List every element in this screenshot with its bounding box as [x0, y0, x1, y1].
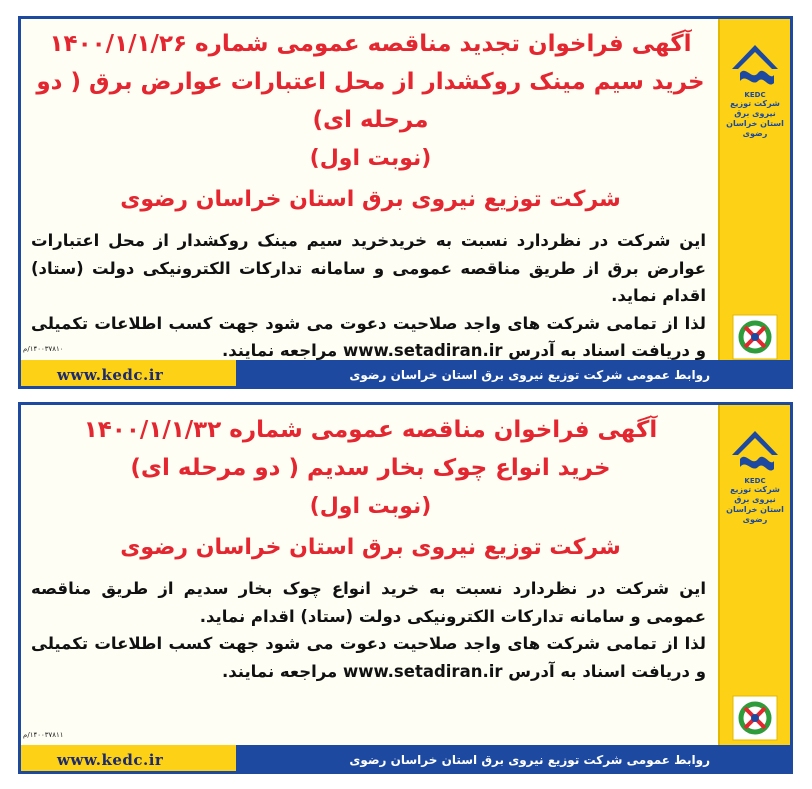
ad-content — [31, 411, 710, 685]
logo-caption: شرکت توزیع نیروی برق استان خراسان رضوی — [726, 485, 784, 524]
logo-caption: شرکت توزیع نیروی برق استان خراسان رضوی — [726, 99, 784, 138]
tender-ad-1 — [18, 16, 793, 389]
reference-number: ۱۴۰۰۳۷۸۱۱/م — [23, 731, 64, 739]
emblem-icon — [732, 695, 778, 741]
ad-subject: خرید انواع چوک بخار سدیم ( دو مرحله ای) — [130, 455, 611, 481]
website-link[interactable]: www.kedc.ir — [57, 751, 164, 769]
footer-credit: روابط عمومی شرکت توزیع نیروی برق استان خراسان رضوی — [349, 753, 710, 767]
logo-abbr: KEDC — [744, 91, 766, 99]
tender-ad-2 — [18, 402, 793, 774]
logo-abbr: KEDC — [744, 477, 766, 485]
ad-subject: خرید سیم مینک روکشدار از محل اعتبارات عوارض برق ( دو مرحله ای) — [36, 69, 705, 133]
ad-title: آگهی فراخوان مناقصه عمومی شماره ۱۴۰۰/۱/۱/۳۲ — [83, 417, 658, 443]
ad-round: (نوبت اول) — [309, 146, 432, 171]
brand-sidebar — [718, 405, 790, 771]
ad-footer — [21, 360, 790, 386]
ad-round: (نوبت اول) — [309, 494, 432, 519]
ad-content — [31, 25, 710, 365]
body-paragraph: لذا از تمامی شرکت های واجد صلاحیت دعوت می شود جهت کسب اطلاعات تکمیلی و دریافت اسناد به آدرس www.setadiran.ir مراجعه نمایند. — [31, 313, 706, 360]
reference-number: ۱۴۰۰۳۷۸۱۰/م — [23, 345, 64, 353]
ad-title: آگهی فراخوان تجدید مناقصه عمومی شماره ۱۴۰۰/۱/۱/۲۶ — [49, 31, 692, 57]
footer-credit: روابط عمومی شرکت توزیع نیروی برق استان خراسان رضوی — [349, 368, 710, 382]
ad-footer — [21, 745, 790, 771]
company-name: شرکت توزیع نیروی برق استان خراسان رضوی — [120, 187, 621, 212]
emblem-icon — [732, 314, 778, 360]
body-paragraph: لذا از تمامی شرکت های واجد صلاحیت دعوت می شود جهت کسب اطلاعات تکمیلی و دریافت اسناد به آدرس www.setadiran.ir مراجعه نمایند. — [31, 634, 706, 681]
body-paragraph: این شرکت در نظردارد نسبت به خریدخرید سیم مینک روکشدار از محل اعتبارات عوارض برق از طریق مناقصه عمومی و سامانه تدارکات الکترونیکی دولت (ستاد) اقدام نماید. — [31, 231, 706, 305]
ad-body — [31, 227, 710, 365]
ad-body — [31, 575, 710, 685]
website-link[interactable]: www.kedc.ir — [57, 366, 164, 384]
brand-sidebar — [718, 19, 790, 386]
company-name: شرکت توزیع نیروی برق استان خراسان رضوی — [120, 535, 621, 560]
body-paragraph: این شرکت در نظردارد نسبت به خرید انواع چوک بخار سدیم از طریق مناقصه عمومی و سامانه تدارکات الکترونیکی دولت (ستاد) اقدام نماید. — [31, 579, 706, 626]
